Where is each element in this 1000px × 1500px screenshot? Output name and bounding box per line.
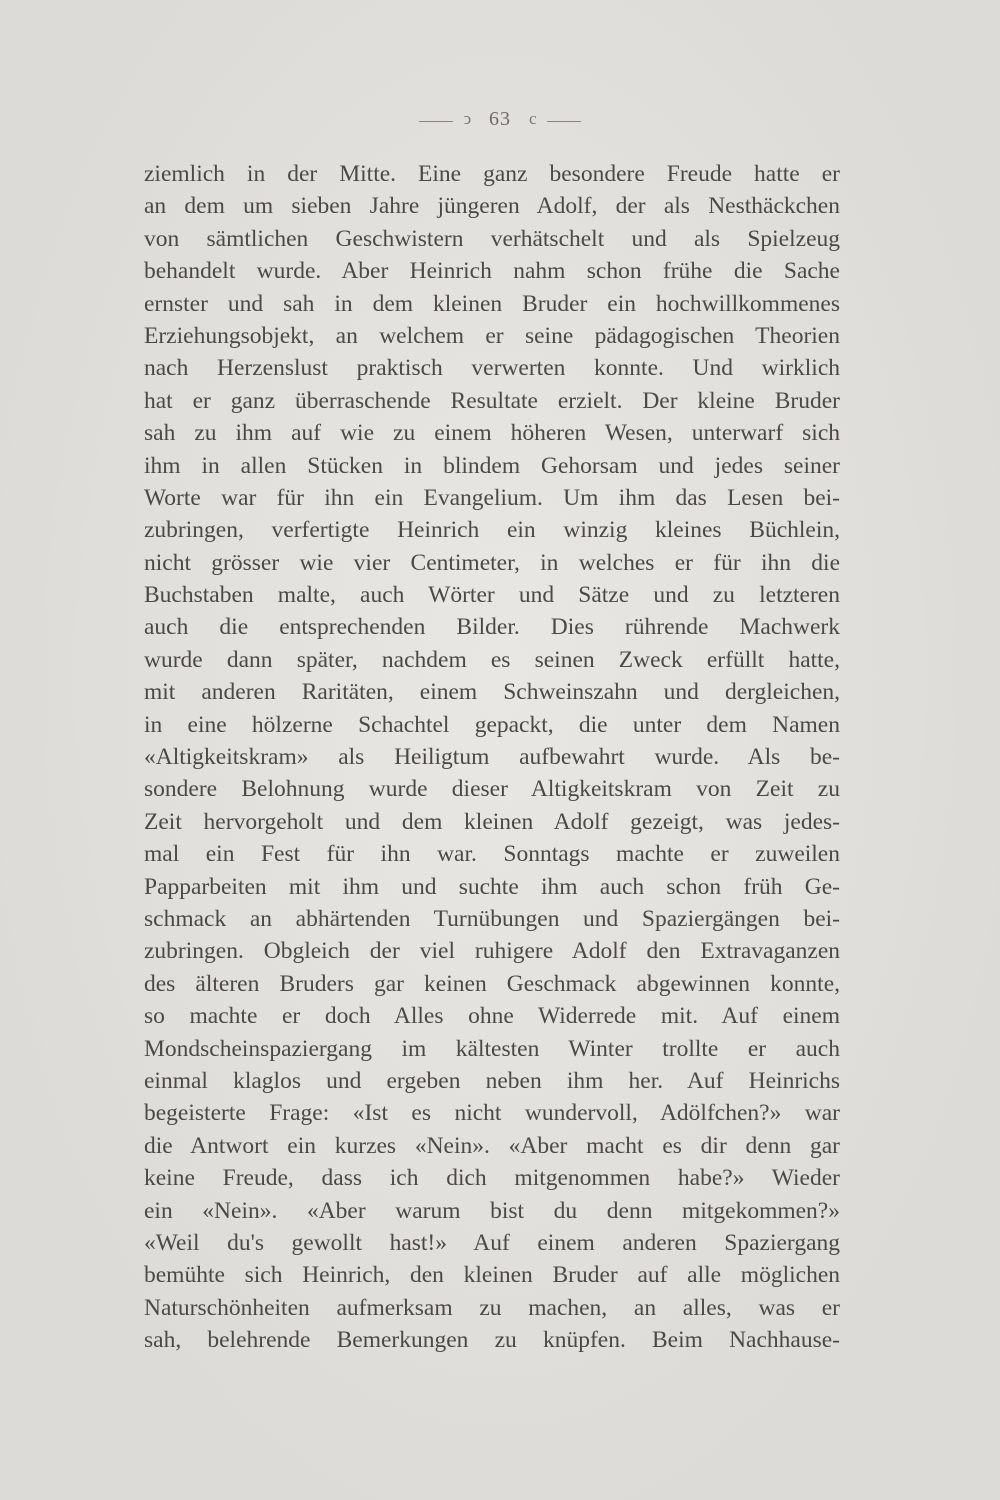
body-text (144, 158, 840, 1356)
text-line: zubringen, verfertigte Heinrich ein winzig kleines Büchlein, (144, 517, 840, 544)
text-line: ziemlich in der Mitte. Eine ganz besondere Freude hatte er (144, 161, 840, 187)
text-line: «Weil du's gewollt hast!» Auf einem anderen Spaziergang (144, 1229, 840, 1256)
text-line: Erziehungsobjekt, an welchem er seine pädagogischen Theorien (144, 322, 840, 349)
text-line: Worte war für ihn ein Evangelium. Um ihm das Lesen bei- (144, 484, 840, 511)
text-line: einmal klaglos und ergeben neben ihm her. Auf Heinrichs (144, 1067, 840, 1094)
text-line: behandelt wurde. Aber Heinrich nahm schon frühe die Sache (144, 258, 840, 285)
text-line: Mondscheinspaziergang im kältesten Winter trollte er auch (144, 1035, 840, 1062)
text-line: schmack an abhärtenden Turnübungen und Spaziergängen bei- (144, 905, 840, 932)
page-header (0, 104, 1000, 134)
text-line: ihm in allen Stücken in blindem Gehorsam und jedes seiner (144, 452, 840, 479)
text-line: von sämtlichen Geschwistern verhätschelt und als Spielzeug (144, 225, 840, 252)
text-line: so machte er doch Alles ohne Widerrede mit. Auf einem (144, 1003, 840, 1030)
text-line: mit anderen Raritäten, einem Schweinszahn und dergleichen, (144, 679, 840, 706)
text-line: Zeit hervorgeholt und dem kleinen Adolf gezeigt, was jedes- (144, 808, 840, 835)
text-line: des älteren Bruders gar keinen Geschmack abgewinnen konnte, (144, 970, 840, 997)
text-line: Buchstaben malte, auch Wörter und Sätze und zu letzteren (144, 582, 840, 609)
text-line: wurde dann später, nachdem es seinen Zweck erfüllt hatte, (144, 646, 840, 673)
text-line: ernster und sah in dem kleinen Bruder ein hochwillkommenes (144, 290, 840, 317)
text-line: «Altigkeitskram» als Heiligtum aufbewahrt wurde. Als be- (144, 744, 840, 771)
text-line: bemühte sich Heinrich, den kleinen Bruder auf alle möglichen (144, 1262, 840, 1289)
text-line: hat er ganz überraschende Resultate erzielt. Der kleine Bruder (144, 387, 840, 414)
right-rule (547, 121, 581, 122)
text-line: zubringen. Obgleich der viel ruhigere Adolf den Extravaganzen (144, 938, 840, 965)
text-line: keine Freude, dass ich dich mitgenommen habe?» Wieder (144, 1165, 840, 1192)
left-rule (419, 121, 453, 122)
text-line: an dem um sieben Jahre jüngeren Adolf, der als Nesthäckchen (144, 193, 840, 220)
text-line: die Antwort ein kurzes «Nein». «Aber macht es dir denn gar (144, 1132, 840, 1159)
text-line: Naturschönheiten aufmerksam zu machen, an alles, was er (144, 1294, 840, 1321)
right-ornament: c (529, 109, 537, 128)
text-line: begeisterte Frage: «Ist es nicht wundervoll, Adölfchen?» war (144, 1100, 840, 1127)
left-ornament: ↄ (463, 109, 471, 128)
text-line: mal ein Fest für ihn war. Sonntags machte er zuweilen (144, 841, 840, 868)
page-number: 63 (489, 107, 511, 130)
text-line: auch die entsprechenden Bilder. Dies rührende Machwerk (144, 614, 840, 641)
text-line: ein «Nein». «Aber warum bist du denn mitgekommen?» (144, 1197, 840, 1224)
text-line: sah, belehrende Bemerkungen zu knüpfen. Beim Nachhause- (144, 1327, 840, 1354)
text-line: sah zu ihm auf wie zu einem höheren Wesen, unterwarf sich (144, 420, 840, 447)
text-line: nach Herzenslust praktisch verwerten konnte. Und wirklich (144, 355, 840, 382)
text-line: sondere Belohnung wurde dieser Altigkeitskram von Zeit zu (144, 776, 840, 803)
text-line: Papparbeiten mit ihm und suchte ihm auch schon früh Ge- (144, 873, 840, 900)
text-line: nicht grösser wie vier Centimeter, in welches er für ihn die (144, 549, 840, 576)
text-line: in eine hölzerne Schachtel gepackt, die unter dem Namen (144, 711, 840, 738)
